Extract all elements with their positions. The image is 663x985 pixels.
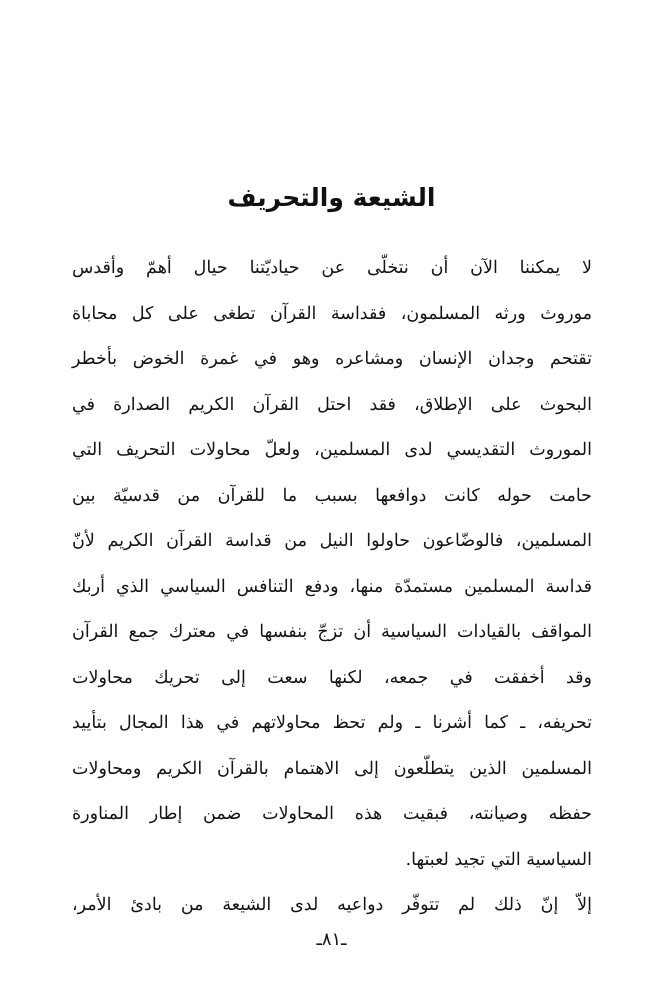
text-line: وقد أخفقت في جمعه، لكنها سعت إلى تحريك محاولات [72, 667, 592, 688]
text-line: إلاّ إنّ ذلك لم تتوفّر دواعيه لدى الشيعة من بادئ الأمر، [72, 895, 592, 915]
text-line: موروث ورثه المسلمون، فقداسة القرآن تطغى على كل محاباة [72, 303, 592, 324]
text-line: المسلمين، فالوضّاعون حاولوا النيل من قداسة القرآن الكريم لأنّ [72, 531, 592, 551]
body-text [72, 246, 592, 929]
text-line: تقتحم وجدان الإنسان ومشاعره وهو في غمرة الخوض بأخطر [72, 349, 592, 369]
text-line: المواقف بالقيادات السياسية أن تزجّ بنفسها في معترك جمع القرآن [72, 622, 592, 642]
text-line: البحوث على الإطلاق، فقد احتل القرآن الكريم الصدارة في [72, 394, 592, 415]
text-line: المسلمين الذين يتطلّعون إلى الاهتمام بالقرآن الكريم ومحاولات [72, 758, 592, 779]
chapter-title: الشيعة والتحريف [227, 183, 436, 212]
text-line: لا يمكننا الآن أن نتخلّى عن حياديّتنا حيال أهمّ وأقدس [72, 258, 592, 278]
text-line: حفظه وصيانته، فبقيت هذه المحاولات ضمن إطار المناورة [72, 804, 592, 824]
text-line: الموروث التقديسي لدى المسلمين، ولعلّ محاولات التحريف التي [72, 440, 592, 460]
text-line: قداسة المسلمين مستمدّة منها، ودفع التنافس السياسي الذي أربك [72, 576, 592, 597]
text-line: تحريفه، ـ كما أشرنا ـ ولم تحظ محاولاتهم في هذا المجال بتأييد [72, 713, 592, 733]
text-line: حامت حوله كانت دوافعها بسبب ما للقرآن من قدسيّة بين [72, 485, 592, 506]
text-line: السياسية التي تجيد لعبتها. [405, 849, 592, 870]
page-number: ـ٨١ـ [316, 929, 347, 950]
